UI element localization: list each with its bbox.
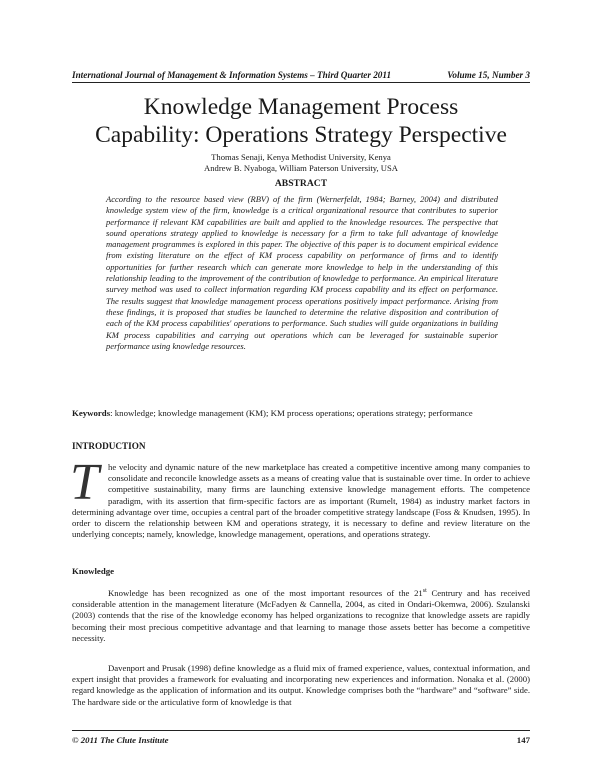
page-number: 147 [516, 735, 530, 745]
header-rule [72, 82, 530, 83]
keywords [72, 408, 530, 419]
p1-text-end: Centrury and has received considerable attention in the management literature (McFadyen & Cannella, 2004, as cited in Ondari-Okemwa, 2006). Szulanski (2003) contends that the rise of the knowledge economy has helped organizations to recognize that knowledge assets are rapidly becoming their most precious competitive advantage and that learning to manage those assets better has become a competitive necessity. [72, 588, 530, 643]
superscript-st: st [422, 588, 427, 595]
abstract-heading: ABSTRACT [274, 178, 328, 189]
page-footer [72, 735, 530, 745]
abstract-text: According to the resource based view (RBV) of the firm (Wernerfeldt, 1984; Barney, 2004) and distributed knowledge system view of the firm, knowledge is a critical organizational resource that contributes to superior performance if relevant KM capabilities are built and applied to the knowledge resources. The perspective that sound operations strategy applied to knowledge is necessary for a firm to take full advantage of knowledge management programmes is explored in this paper. The objective of this paper is to document empirical evidence from existing literature on the effect of KM process capability on performance of firms and to identify opportunities for further research which can generate more knowledge to help in the understanding of this relationship leading to the improvement of the contribution of knowledge to performance. An empirical literature survey method was used to collect information regarding KM process capability and its effect on performance. The results suggest that knowledge management process operations positively impact performance. Arising from these findings, it is proposed that studies be launched to determine the relative disposition and contribution of each of the KM process capabilities' operations to performance. Such studies will guide organizations in building KM process capabilities and carrying out operations which can be leveraged for sustainable superior performance using knowledge resources. [106, 194, 498, 351]
introduction-heading: INTRODUCTION [72, 441, 146, 451]
journal-name: International Journal of Management & Information Systems – Third Quarter 2011 [72, 70, 392, 80]
footer-rule [72, 730, 530, 731]
running-header [72, 70, 530, 80]
knowledge-paragraph-2: Davenport and Prusak (1998) define knowledge as a fluid mix of framed experience, values, contextual information, and expert insight that provides a framework for evaluating and incorporating new experiences and information. Nonaka et al. (2000) regard knowledge as the application of information and its output. Knowledge comprises both the “hardware” and “software” side. The hardware side or the articulative form of knowledge is that [72, 663, 530, 707]
keywords-list: : knowledge; knowledge management (KM); KM process operations; operations strategy; performance [110, 408, 473, 418]
title-line-2: Capability: Operations Strategy Perspective [95, 122, 507, 148]
p1-text-start: Knowledge has been recognized as one of the most important resources of the 21 [108, 588, 423, 598]
author-list [60, 152, 542, 174]
introduction-text [70, 454, 530, 540]
copyright-notice: © 2011 The Clute Institute [72, 735, 169, 745]
title-line-1: Knowledge Management Process [143, 94, 459, 120]
introduction-body: he velocity and dynamic nature of the new marketplace has created a competitive incentive among many companies to consolidate and reconcile knowledge assets as a means of creating value that is sustainable over time. In order to achieve competitive sustainability, many firms are launching extensive knowledge management efforts. The competence paradigm, with its assertion that firm-specific factors are as important (Rumelt, 1984) as industry market factors in determining advantage over time, occupies a central part of the broader competitive strategy landscape (Foss & Knudsen, 1995). In order to discern the relationship between KM and operations strategy, it is necessary to define and review literature on the underlying concepts; namely, knowledge, knowledge management, operations, and operations strategy. [72, 462, 530, 540]
keywords-label: Keywords [72, 408, 111, 418]
volume-number: Volume 15, Number 3 [447, 70, 530, 80]
author-2: Andrew B. Nyaboga, William Paterson University, USA [204, 163, 398, 173]
author-1: Thomas Senaji, Kenya Methodist University, Kenya [211, 152, 391, 162]
knowledge-heading: Knowledge [72, 566, 115, 576]
paper-title [60, 93, 542, 149]
knowledge-paragraph-1 [72, 588, 530, 644]
drop-cap: T [70, 454, 99, 511]
